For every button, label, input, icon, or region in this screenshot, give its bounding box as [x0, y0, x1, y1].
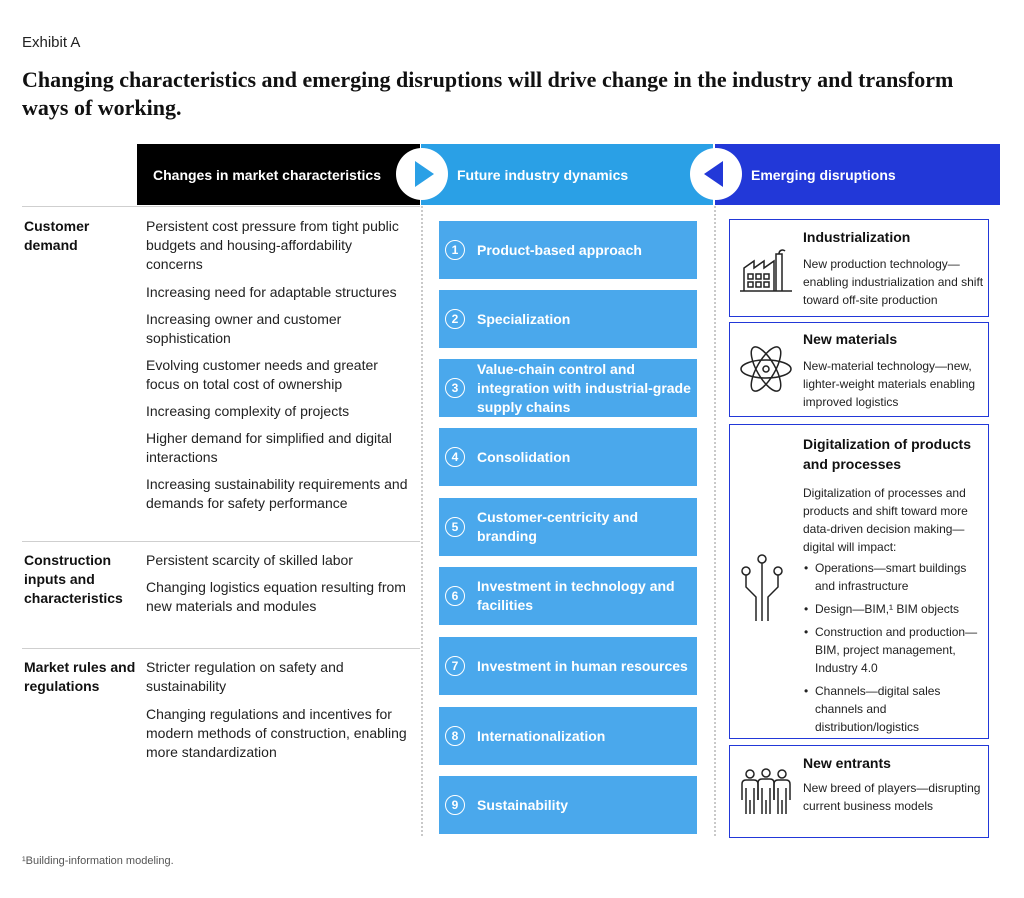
disruption-digitalization	[729, 424, 989, 739]
dynamic-label: Investment in human resources	[477, 657, 688, 674]
market-item: Increasing sustainability requirements and demands for safety performance	[146, 476, 408, 511]
disruption-text-block	[803, 484, 985, 736]
arrow-left-circle	[690, 148, 742, 200]
number-badge: 1	[445, 240, 465, 260]
dynamic-label: Consolidation	[477, 448, 571, 465]
disruption-text: New breed of players—disrupting current business models	[803, 781, 981, 813]
market-item: Changing regulations and incentives for modern methods of construction, enabling more standardization	[146, 706, 407, 760]
header-market-label: Changes in market characteristics	[153, 166, 381, 183]
footnote: ¹Building-information modeling.	[22, 855, 174, 867]
factory-icon	[738, 248, 794, 294]
page-title: Changing characteristics and emerging disruptions will drive change in the industry and transform ways of working.	[22, 67, 954, 120]
disruption-title: New materials	[803, 331, 898, 347]
market-item: Evolving customer needs and greater focus on total cost of ownership	[146, 357, 378, 392]
disruption-title: Digitalization of products and processes	[803, 436, 971, 472]
dynamic-label: Customer-centricity and branding	[477, 509, 639, 544]
column-divider	[421, 206, 423, 836]
header-dynamics-label: Future industry dynamics	[457, 166, 629, 183]
dynamic-product-based	[439, 221, 697, 279]
disruption-new-materials	[729, 322, 989, 417]
number-badge: 2	[445, 309, 465, 329]
category-market-rules: Market rules and regulations	[24, 659, 136, 694]
impact-item: • Operations—smart buildings and infrastructure	[803, 559, 985, 595]
atom-icon	[738, 343, 794, 395]
impact-item: • Channels—digital sales channels and distribution/logistics	[803, 682, 985, 736]
dynamic-label: Product-based approach	[477, 241, 642, 258]
dynamic-value-chain	[439, 359, 697, 417]
market-item: Higher demand for simplified and digital interactions	[146, 430, 392, 465]
disruption-industrialization	[729, 219, 989, 317]
dynamic-customer-centricity	[439, 498, 697, 556]
header-market-characteristics	[137, 144, 420, 205]
number-badge: 4	[445, 447, 465, 467]
arrow-left-icon	[690, 148, 742, 200]
dynamic-label: Investment in technology and facilities	[477, 578, 675, 613]
number-badge: 6	[445, 586, 465, 606]
circuit-icon	[738, 553, 786, 623]
market-item: Increasing need for adaptable structures	[146, 284, 397, 300]
impact-list	[803, 559, 985, 736]
disruption-text: New production technology—enabling industrialization and shift toward off-site production	[803, 257, 984, 307]
impact-item: • Design—BIM,¹ BIM objects	[803, 600, 985, 618]
dynamic-investment-human	[439, 637, 697, 695]
market-item: Persistent scarcity of skilled labor	[146, 552, 353, 568]
dynamic-internationalization	[439, 707, 697, 765]
number-badge: 8	[445, 726, 465, 746]
market-item: Stricter regulation on safety and sustainability	[146, 659, 344, 694]
number-badge: 5	[445, 517, 465, 537]
market-item: Increasing complexity of projects	[146, 403, 350, 419]
market-item: Increasing owner and customer sophistication	[146, 311, 342, 346]
disruption-title: Industrialization	[803, 229, 911, 245]
number-badge: 3	[445, 378, 465, 398]
disruption-title: New entrants	[803, 755, 891, 771]
header-industry-dynamics	[421, 144, 713, 205]
category-construction-inputs: Construction inputs and characteristics	[24, 552, 123, 606]
column-divider	[714, 206, 716, 836]
impact-item: • Construction and production—BIM, project management, Industry 4.0	[803, 623, 985, 677]
market-item: Persistent cost pressure from tight public budgets and housing-affordability concerns	[146, 218, 399, 272]
row-divider	[22, 541, 420, 542]
disruption-new-entrants	[729, 745, 989, 838]
category-customer-demand: Customer demand	[24, 218, 90, 253]
number-badge: 9	[445, 795, 465, 815]
dynamic-sustainability	[439, 776, 697, 834]
dynamic-label: Value-chain control and integration with industrial-grade supply chains	[477, 360, 691, 415]
arrow-right-circle	[396, 148, 448, 200]
dynamic-specialization	[439, 290, 697, 348]
dynamic-label: Specialization	[477, 310, 571, 327]
header-disruptions-label: Emerging disruptions	[751, 166, 896, 183]
row-divider	[22, 206, 420, 207]
dynamic-consolidation	[439, 428, 697, 486]
header-emerging-disruptions	[715, 144, 1000, 205]
dynamic-label: Internationalization	[477, 727, 606, 744]
arrow-right-icon	[396, 148, 448, 200]
row-divider	[22, 648, 420, 649]
people-icon	[738, 766, 794, 818]
dynamic-investment-technology	[439, 567, 697, 625]
number-badge: 7	[445, 656, 465, 676]
disruption-text: New-material technology—new, lighter-weight materials enabling improved logistics	[803, 359, 976, 409]
exhibit-label: Exhibit A	[22, 34, 81, 51]
dynamic-label: Sustainability	[477, 796, 569, 813]
market-item: Changing logistics equation resulting from new materials and modules	[146, 579, 406, 614]
disruption-text: Digitalization of processes and products and shift toward more data-driven decision making—digital will impact:	[803, 486, 968, 554]
